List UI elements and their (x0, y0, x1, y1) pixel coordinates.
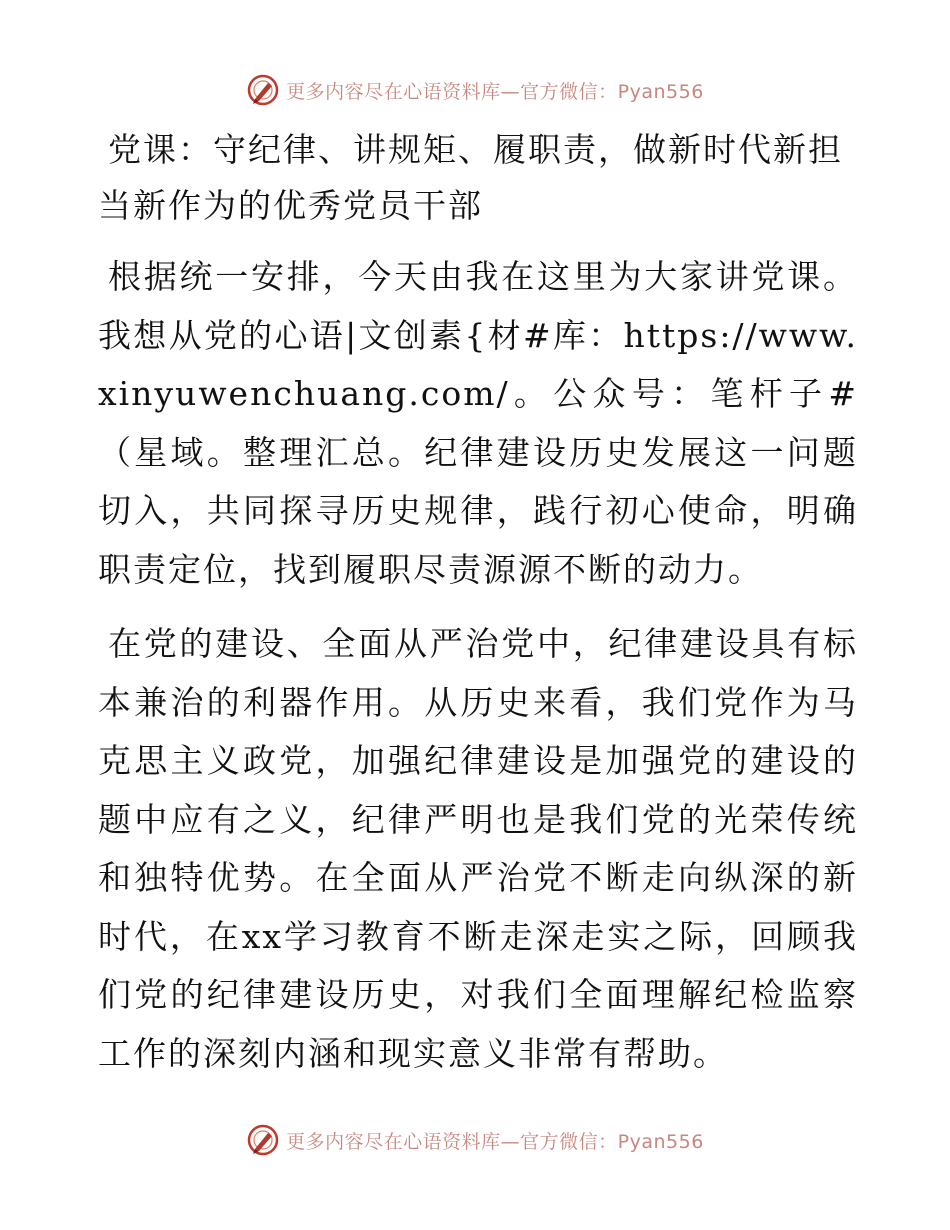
pen-circle-logo-icon (246, 73, 280, 107)
pen-circle-logo-icon (246, 1123, 280, 1157)
header-banner-text: 更多内容尽在心语资料库—官方微信：Pyan556 (286, 80, 704, 103)
paragraph-2: 在党的建设、全面从严治党中，纪律建设具有标本兼治的利器作用。从历史来看，我们党作为马克思主义政党，加强纪律建设是加强党的建设的题中应有之义，纪律严明也是我们党的光荣传统和独特优势。在全面从严治党不断走向纵深的新时代，在xx学习教育不断走深走实之际，回顾我们党的纪律建设历史，对我们全面理解纪检监察工作的深刻内涵和现实意义非常有帮助。 (98, 624, 858, 1073)
header-banner (0, 70, 950, 110)
paragraph-1: 根据统一安排，今天由我在这里为大家讲党课。我想从党的心语|文创素{材#库：https://www.xinyuwenchuang.com/。公众号：笔杆子#（星域。整理汇总。纪律建设历史发展这一问题切入，共同探寻历史规律，践行初心使命，明确职责定位，找到履职尽责源源不断的动力。 (98, 257, 858, 589)
footer-banner (0, 1120, 950, 1160)
page-title: 党课：守纪律、讲规矩、履职责，做新时代新担当新作为的优秀党员干部 (98, 130, 843, 225)
document-body (98, 122, 858, 1099)
footer-banner-text: 更多内容尽在心语资料库—官方微信：Pyan556 (286, 1130, 704, 1153)
